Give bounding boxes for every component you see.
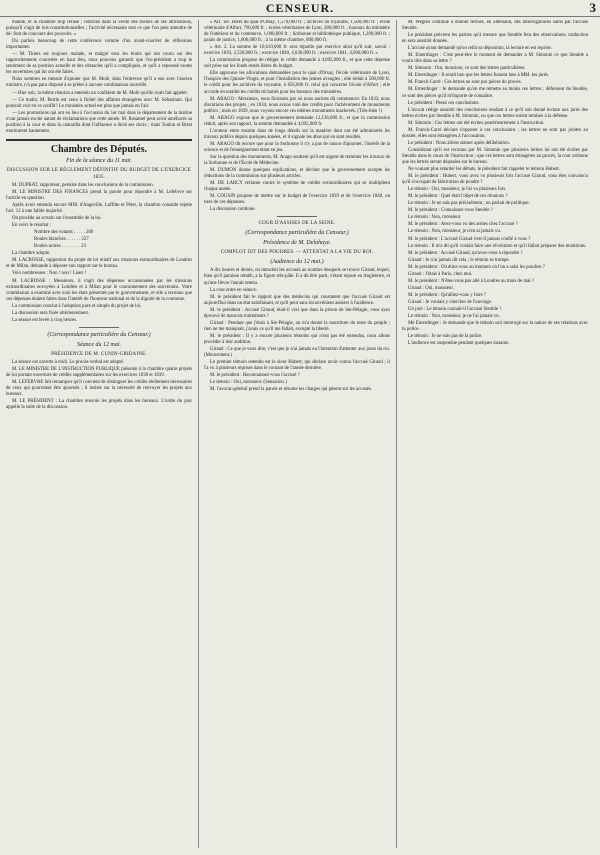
- paragraph: M. le président : Avez-vous vu des armes chez l'accusé ?: [408, 222, 518, 228]
- paragraph: Giraud : Ce que je veux dire, c'est que je n'ai jamais eu l'intention d'attenter aux jours du roi. (Mouvement.): [204, 346, 390, 359]
- paragraph: Me Emerdinger : Je demande que le témoin soit interrogé sur la nature de ses relations avec la police.: [402, 321, 588, 333]
- paragraph: En voici le résultat :: [12, 223, 52, 229]
- paragraph: M. LACROSSE : Messieurs, il s'agit des dépenses occasionnées par les missions extraordinaires envoyées à Londres et à Milan pour le couronnement des souverains. Votre commission a examiné avec soin les états présentés par le gouvernement, et elle a reconnu que ces dépenses étaient faites dans l'intérêt de l'honneur national et de la dignité de la couronne.: [6, 278, 192, 302]
- paragraph: M. DUPRAT, rapporteur, persiste dans les conclusions de la commission.: [12, 182, 154, 188]
- paragraph: Elle approuve les allocations demandées pour le quai d'Orsay, l'école vétérinaire de Lyon, l'hospice des Quinze-Vingts, et pour l'installation des jeunes aveugles ; elle réduit à 500,000 fr. le crédit pour les archives du royaume, à 656,000 fr. celui qui concerne l'école d'Alfort ; elle accorde en totalité les crédits réclamés pour les bureaux des ministères.: [204, 71, 390, 95]
- correspondence-note: (Correspondance particulière du Censeur.): [245, 230, 349, 237]
- paragraph: M. ARAGO expose que le gouvernement demande 12,136,000 fr., et que la commission réduit, après son rapport, la somme demandée à 4,092,000 fr.: [204, 115, 390, 127]
- paragraph: M. le président : Qu'alliez-vous y faire ?: [408, 292, 487, 298]
- paragraph: M. le président : Quel était l'objet de ces réunions ?: [408, 194, 508, 200]
- paragraph: M. le président : Il y a encore plusieurs témoins qui n'ont pas été entendus, nous allons procéder à leur audition.: [204, 333, 390, 345]
- paragraph: L'audience est suspendue pendant quelques instants.: [408, 341, 510, 347]
- paragraph: Le témoin : Oui, monsieur. (Sensation.): [210, 380, 287, 386]
- paragraph: M. l'avocat-général prend la parole et résume les charges qui pèsent sur les accusés.: [210, 387, 373, 393]
- paragraph: Un juré : Le témoin connaît-il l'accusé Steuble ?: [408, 306, 502, 312]
- paragraph: — Les promotions qui ont eu lieu à l'occasion du 1er mai dans le département de la marine n'ont jamais excité autant de réclamations que cette année. M. Rosamel peut avoir améliorés sa position à la cour et dans la camarilla dont l'influence a dicté ses choix ; mais Toulon et Brest murmurent hautement.: [6, 110, 192, 134]
- paragraph: L'accusé ayant demandé qu'on relût sa déposition, la lecture en est reprise.: [408, 46, 552, 52]
- paragraph: M. Simonin : Oui, monsieur, ce sont des lettres particulières.: [408, 66, 526, 72]
- paragraph: M. LE PRÉSIDENT : La chambre renvoie les projets dans les bureaux. L'ordre du jour appelle la suite de la discussion.: [6, 399, 192, 411]
- paragraph: — Hier soir, la même réunion a entendu un confident de M. Molé qu'elle avait fait appeler.: [12, 90, 188, 96]
- paragraph: — M. Thiers est toujours malade, et malgré tous les bruits qui ont couru sur des rapprochements concertés en haut lieu, nous pouvons garantir que l'ex-président a trop le sentiment de sa position actuelle et des obstacles qu'il a compliqués, et qu'il a repoussé toutes les ouvertures qui lui ont été faites.: [6, 52, 192, 76]
- column-rule: [198, 20, 199, 848]
- paragraph: M. Emerdinger : Je demande qu'on me remette au moins ces lettres ; défenseur de Steuble, ce sont des pièces qu'il m'importe de connaître.: [402, 87, 588, 99]
- newspaper-title: CENSEUR.: [265, 1, 335, 15]
- paragraph: L'avocat rédige aussitôt des conclusions tendant à ce qu'il soit donné lecture aux jurés des lettres écrites par Steuble à M. Simonin, ou que ces lettres soient remises à la défense.: [402, 107, 588, 119]
- paragraph: Giraud : Je n'ai jamais dit cela ; le témoin se trompe.: [408, 257, 510, 263]
- paragraph: M. le président : Reconnaissez-vous l'accusé ?: [210, 373, 300, 379]
- paragraph: Le témoin : Oui, monsieur, je l'ai vu plusieurs fois.: [408, 187, 507, 193]
- paragraph: M. Franck-Carré : Ces lettres ne sont pas pièces du procès.: [408, 80, 522, 86]
- vote-row: Boules noires . . . . . . . . 23: [34, 244, 86, 250]
- court-title: COUR D'ASSISES DE LA SEINE.: [258, 221, 336, 227]
- presidency-heading: PRÉSIDENCE DE M. CUNIN-GRIDAINE.: [51, 351, 147, 357]
- paragraph: M. LEFEBVRE fait remarquer qu'il convient de distinguer les crédits réellement nécessaires de ceux qui pourraient être ajournés ; il insiste sur la nécessité de renvoyer les projets aux bureaux.: [6, 379, 192, 398]
- presidency-heading: Présidence de M. Delahaye.: [263, 240, 331, 247]
- correspondence-note: (Correspondance particulière du Censeur.): [47, 331, 151, 338]
- paragraph: Le premier témoin entendu est le sieur Hubert, qui déclare avoir connu l'accusé Giraud ; il l'a vu à plusieurs reprises dans le courant de l'année dernière.: [204, 360, 390, 372]
- column-2: [204, 20, 390, 848]
- paragraph: M. le président : Connaissez-vous Steuble ?: [408, 208, 493, 214]
- vote-row: Nombre des votants . . . . . 260: [34, 230, 94, 236]
- paragraph: M. LE MINISTRE DES FINANCES prend la parole pour répondre à M. Lefebvre sur l'article en question.: [6, 189, 192, 201]
- paragraph: M. ARAGO dit encore que pour la Sorbonne il n'y a pas de raison d'ajourner, l'intérêt de la science et de l'enseignement étant en jeu.: [204, 141, 390, 153]
- sitting-date: (Audience du 12 mai.): [270, 259, 324, 266]
- paragraph: Le témoin : Il m'a dit qu'il voulait faire une révolution et qu'il fallait préparer des munitions.: [408, 243, 587, 249]
- paragraph: Le président prévient les parties qu'à mesure que Steuble fera des observations, traduction en sera aussitôt donnée.: [402, 33, 588, 45]
- paragraph: M. DE LARCY réclame contre le système de crédits extraordinaires qui se multiplient chaque année.: [204, 181, 390, 193]
- paragraph: M. Simonin : Ces lettres ont été écrites postérieurement à l'instruction.: [408, 120, 545, 126]
- section-title: Chambre des Députés.: [6, 139, 192, 156]
- paragraph: M. DUMON donne quelques explications, et déclare que le gouvernement accepte les réductions de la commission sur plusieurs articles.: [204, 168, 390, 180]
- paragraph: Considérant qu'il est reconnu par M. Simonin que plusieurs lettres lui ont été écrites par Steuble dans le cours de l'instruction ; que ces lettres sont étrangères au procès, la cour ordonne que les lettres seront déposées sur le bureau.: [402, 147, 588, 165]
- paragraph: La discussion sera fixée ultérieurement.: [12, 310, 90, 316]
- paragraph: Giraud : Pendant que j'étais à Ste-Pélagie, on m'a donné la nourriture du reste du peuple ; rien ne me manquait, j'avais ce qu'il me fallait, excepté la liberté.: [204, 320, 390, 332]
- paragraph: La séance est ouverte à midi. Le procès-verbal est adopté.: [12, 359, 125, 365]
- paragraph: M. le président : Hubert, vous avez vu plusieurs fois l'accusé Giraud, vous êtes convaincu qu'il s'occupait de fabrication de poudre ?: [402, 174, 588, 186]
- paragraph: Le témoin : Non, monsieur.: [408, 215, 462, 221]
- paragraph: M. ARAGO : Messieurs, nous finissons par où nous aurions dû commencer. En 1833, nous discutions des projets ; en 1834, nous avons voté des crédits pour l'achèvement de monuments publics ; mais en 1839, nous voyons encore ces mêmes monuments inachevés. (Très-bien !): [204, 96, 390, 114]
- masthead: [0, 0, 600, 17]
- paragraph: L'orateur entre ensuite dans de longs détails sur la manière dont ont été administrés les travaux publics depuis quelques années, et il signale les abus qui en sont résultés.: [204, 128, 390, 140]
- paragraph: La cour entre en séance.: [210, 287, 257, 293]
- paragraph: M. COUSIN propose de mettre sur le budget de l'exercice 1839 et de l'exercice 1840, un tiers de ces dépenses.: [204, 194, 390, 206]
- paragraph: Le témoin : Non, monsieur, je n'en ai jamais vu.: [408, 229, 501, 235]
- discussion-heading: DISCUSSION SUR LE RÈGLEMENT DÉFINITIF DU BUDGET DE L'EXERCICE 1835.: [6, 167, 192, 180]
- paragraph: La discussion continue.: [210, 207, 256, 213]
- column-1: [6, 20, 192, 848]
- paragraph: Giraud : Oui, monsieur.: [408, 285, 454, 291]
- paragraph: La séance est levée à cinq heures.: [12, 317, 78, 323]
- paragraph: M. le président : Accusé Giraud, était-il vrai que dans la prison de Ste-Pélagie, vous ayez éprouvé de mauvais traitements ?: [204, 307, 390, 319]
- paragraph: Le témoin : Je ne suis pas de la police.: [408, 334, 483, 340]
- paragraph: La commission propose de rédiger le crédit demandé à 4,092,000 fr., et que cette dépense soit prise sur les fonds restés libres du budget.: [204, 58, 390, 70]
- paragraph: Voix nombreuses : Non ! non ! Lisez !: [12, 271, 87, 277]
- paragraph: Giraud : Je voulais y chercher de l'ouvrage.: [408, 299, 492, 305]
- paragraph: M. Wegner continue à donner lecture, en allemand, des interrogatoires subis par l'accusé Steuble.: [402, 20, 588, 32]
- separator: [79, 327, 119, 328]
- paragraph: Sur la question des monuments, M. Arago soutient qu'il est urgent de terminer les travaux de la Sorbonne et de l'École de Médecine.: [204, 154, 390, 167]
- column-3: [402, 20, 588, 848]
- paragraph: Nous sommes en mesure d'ajouter que M. Molé, dans l'entrevue qu'il a eue avec l'ancien ministre, n'a pas paru disposé à se prêter à aucune combinaison nouvelle.: [6, 77, 192, 89]
- paragraph: M. Emerdinger : Il serait bon que les lettres fussent lues à MM. les jurés.: [408, 73, 550, 79]
- sitting-date: Séance du 12 mai.: [77, 341, 121, 348]
- paragraph: mandé, et la chambre trop refusé ; rentrons dans la vérité des bornes de ses attributions, puisqu'il s'agit de lois constitutionnelles ; l'activité nécessaire tout ce que l'on peut attendre de dé- font de concours des pouvoirs. »: [6, 20, 192, 38]
- paragraph: Le témoin : Non, monsieur, je ne l'ai jamais vu.: [408, 314, 500, 320]
- paragraph: « Art. 2. La somme de 10,610,000 fr. sera répartie par exercice ainsi qu'il suit, savoir : exercice 1839, 2,520,000 fr. ; exercice 1840, 4,030,000 fr. ; exercice 1841, 4,060,000 fr. »: [204, 45, 390, 57]
- paragraph: M. le président : Où étiez-vous au moment où l'on a saisi les poudres ?: [408, 264, 545, 270]
- paragraph: Le témoin : Je ne sais pas précisément ; on parlait de politique.: [408, 201, 530, 207]
- vote-row: Boules blanches . . . . . . 227: [34, 237, 89, 243]
- column-rule: [396, 20, 397, 848]
- paragraph: « Art. 1er. Hôtel du quai d'Orsay, 1,570,000 fr. ; archives du royaume, 1,500,000 fr. ; école vétérinaire d'Alfort, 760,000 fr. ; écoles vétérinaires de Lyon, 280,000 fr. ; bureaux du ministère de l'intérieur et du commerce, 1,000,000 fr. ; Sorbonne et bibliothèque publique, 1,200,000 fr. ; palais de justice, 1,000,000 fr. ; à la même chambre, 800,000 fr.: [204, 20, 390, 44]
- separator: [277, 216, 317, 217]
- paragraph: Après avoir entendu encore MM. d'Angeville, Laffitte et Pelet, la chambre consulte rejette l'art. 12 à une faible majorité.: [6, 202, 192, 215]
- page-number: 3: [589, 0, 596, 15]
- paragraph: On procède au scrutin sur l'ensemble de la loi.: [12, 216, 102, 222]
- paragraph: A dix heures et demie, on introduit les accusés au nombre desquels se trouve Giraud, lequel, bien qu'il paraisse rétabli, a la figure très-pâle. Il a dit être parti, s'étant reposé en Angleterre, et qu'une fièvre l'aurait retenu.: [204, 268, 390, 286]
- paragraph: M. le président fait le rapport que des médecins qui constatent que l'accusé Giraud est aujourd'hui dans un état satisfaisant, et qu'il peut sans inconvénient assister à l'audience.: [204, 294, 390, 306]
- paragraph: — Ce matin, M. Bertin est venu à l'hôtel des affaires étrangères avec M. Sébastiani. Qui pourrait voir en ce conflit? Le ministère actuel est plus que jamais en l'air.: [6, 97, 192, 109]
- paragraph: M. le président : N'êtes-vous pas allé à Londres au mois de mai ?: [408, 278, 534, 284]
- case-heading: COMPLOT DIT DES POUDRES. — ATTENTAT A LA VIE DU ROI.: [220, 250, 374, 256]
- paragraph: M. le président : Accusé Giraud, qu'avez-vous à répondre ?: [408, 250, 523, 256]
- paragraph: M. LE MINISTRE DE L'INSTRUCTION PUBLIQUE présente à la chambre quatre projets de loi portant ouverture de crédits supplémentaires sur les exercices 1838 et 1839.: [6, 366, 192, 378]
- paragraph: La commission conclut à l'adoption pure et simple du projet de loi.: [12, 303, 142, 309]
- paragraph: Du parlois beaucoup de cette conférence comme d'un avant-courrier de réflexions importantes.: [6, 39, 192, 51]
- paragraph: Giraud : J'étais à Paris, chez moi.: [408, 271, 473, 277]
- sitting-date: Fin de la séance du 11 mai.: [65, 157, 133, 164]
- paragraph: M. Franck-Carré déclare s'opposer à ces conclusions ; les lettres ne sont pas jointes au dossier, elles sont étrangères à l'accusation.: [402, 127, 588, 139]
- paragraph: Le président : Nous allons statuer après délibération.: [408, 140, 510, 146]
- paragraph: La chambre adopte.: [12, 251, 51, 257]
- paragraph: Ne voulant plus retarder les débats, le président fait rappeler le témoin Hubert.: [408, 167, 560, 173]
- paragraph: M. LACROSSE, rapporteur du projet de loi relatif aux missions extraordinaires de Londres et de Milan, demande à déposer son rapport sur le bureau.: [6, 258, 192, 270]
- paragraph: Le président : Pesez ces conclusions.: [408, 100, 480, 106]
- paragraph: M. le président : L'accusé Giraud s'est-il jamais confié à vous ?: [408, 236, 531, 242]
- paragraph: M. Emerdinger : C'est peut-être le moment de demander à M. Simonin ce que Steuble a voulu dire dans sa lettre ?: [402, 53, 588, 65]
